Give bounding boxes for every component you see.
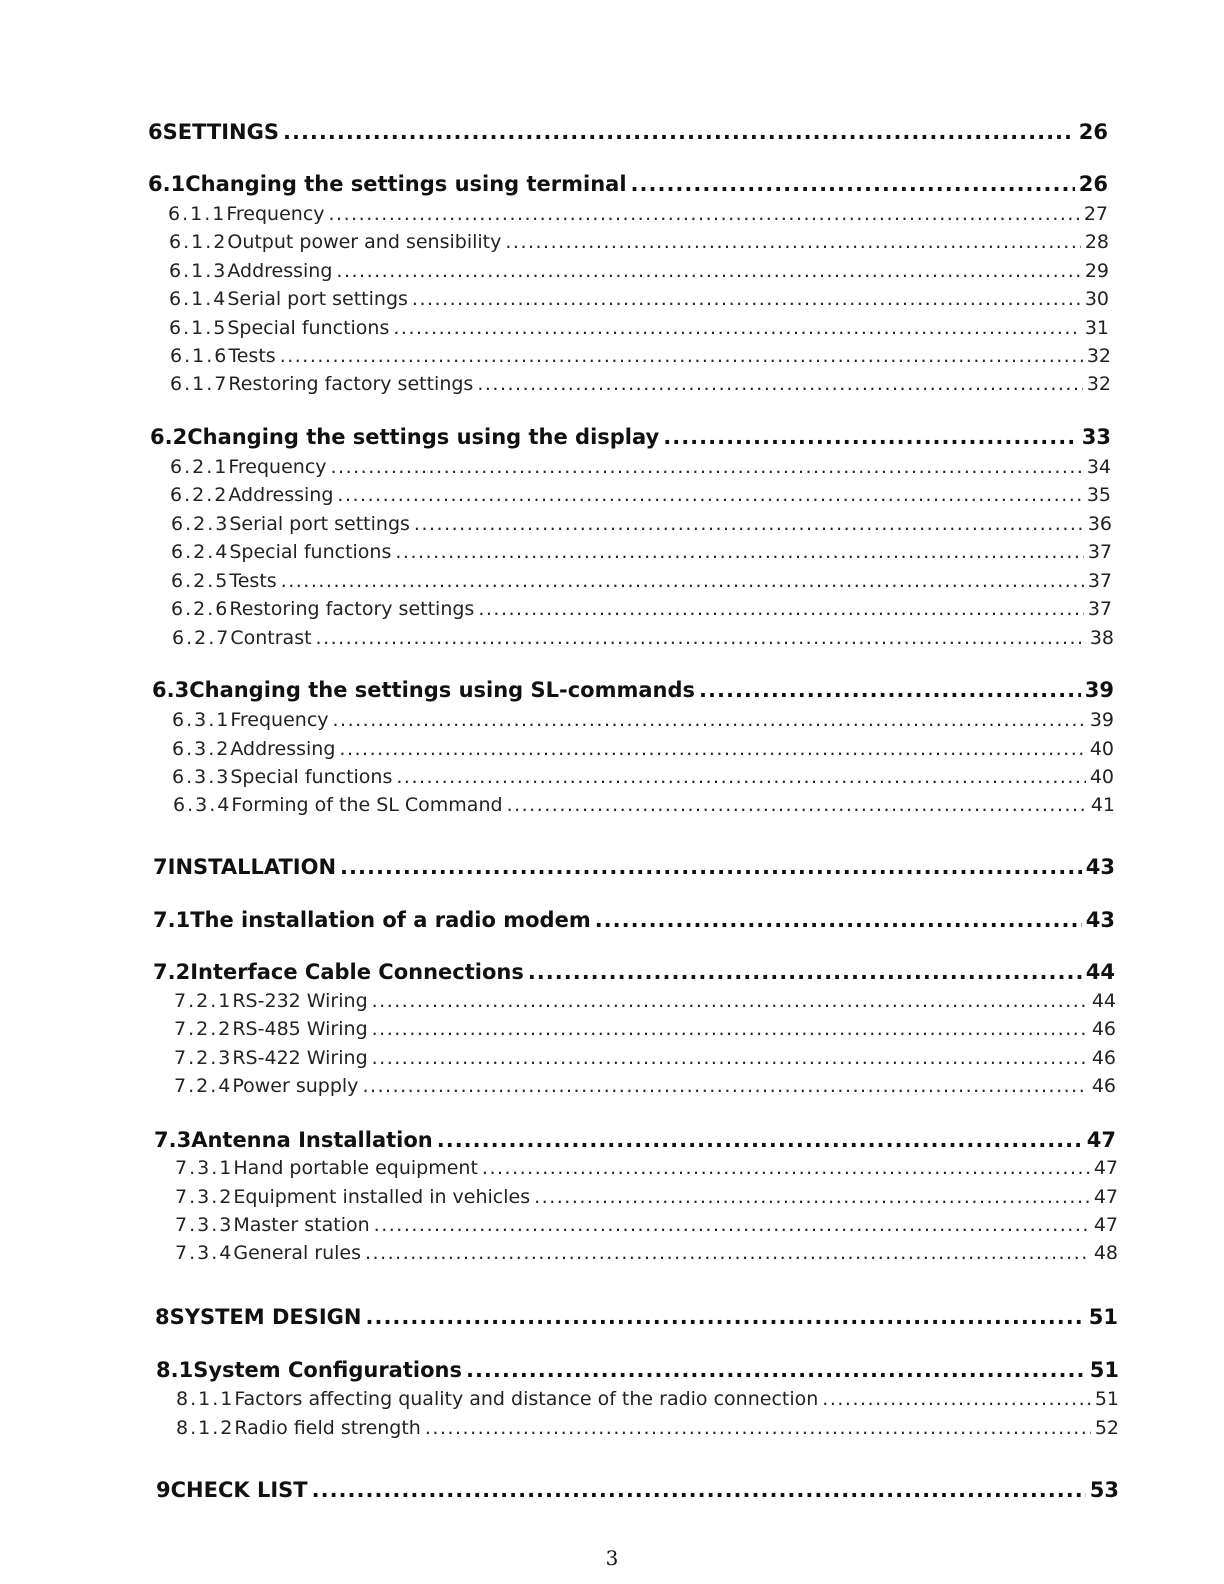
dot-leader [478,598,1083,620]
toc-number: 6.2 [150,425,188,449]
dot-leader [534,1186,1090,1208]
toc-title: Power supply [232,1075,359,1097]
toc-number: 7.3.1 [175,1157,234,1179]
dot-leader [822,1388,1091,1410]
toc-page-number: 37 [1087,570,1112,592]
toc-page-number: 41 [1090,794,1115,816]
toc-number: 7.2.4 [174,1075,233,1097]
dot-leader [372,990,1088,1012]
toc-subsection-entry[interactable] [152,627,1114,649]
toc-number: 6.2.2 [170,484,229,506]
toc-title: Changing the settings using terminal [185,172,627,196]
toc-subsection-entry[interactable] [154,990,1116,1012]
toc-page-number: 40 [1089,766,1114,788]
toc-number: 8.1 [156,1358,194,1382]
toc-subsection-entry[interactable] [151,541,1112,563]
toc-number: 7 [153,855,168,879]
toc-number: 7.1 [153,908,191,932]
toc-subsection-entry[interactable] [152,738,1114,760]
toc-title: Serial port settings [227,288,408,310]
toc-title: Frequency [226,203,325,225]
toc-section-entry[interactable] [152,678,1114,702]
toc-subsection-entry[interactable] [155,1214,1118,1236]
toc-title: Changing the settings using the display [187,425,660,449]
toc-title: Hand portable equipment [233,1157,478,1179]
toc-subsection-entry[interactable] [155,1242,1118,1264]
toc-page-number: 27 [1083,203,1108,225]
toc-number: 8 [155,1305,170,1329]
toc-title: INSTALLATION [167,855,337,879]
toc-page-number: 37 [1087,598,1112,620]
toc-page-number: 31 [1084,317,1109,339]
toc-subsection-entry[interactable] [155,1157,1118,1179]
dot-leader [312,1478,1086,1502]
toc-page-number: 34 [1086,456,1111,478]
dot-leader [482,1157,1090,1179]
toc-page-number: 33 [1081,425,1111,449]
toc-number: 7.3.4 [175,1242,234,1264]
toc-page-number: 38 [1089,627,1114,649]
dot-leader [372,1018,1088,1040]
toc-section-entry[interactable] [154,1128,1116,1152]
dot-leader [412,288,1081,310]
dot-leader [663,425,1078,449]
toc-title: SETTINGS [162,120,279,144]
dot-leader [505,231,1080,253]
toc-title: Serial port settings [229,513,410,535]
dot-leader [395,541,1083,563]
toc-section-entry[interactable] [148,172,1108,196]
dot-leader [372,1047,1088,1069]
dot-leader [362,1075,1087,1097]
toc-title: RS-422 Wiring [232,1047,368,1069]
toc-number: 6.3.1 [172,709,231,731]
toc-subsection-entry[interactable] [149,288,1109,310]
toc-title: Addressing [228,484,334,506]
toc-subsection-entry[interactable] [149,231,1109,253]
dot-leader [528,960,1082,984]
toc-page-number: 28 [1084,231,1109,253]
toc-title: Equipment installed in vehicles [233,1186,531,1208]
toc-title: Addressing [230,738,336,760]
toc-title: System Configurations [193,1358,462,1382]
toc-page-number: 29 [1084,260,1109,282]
toc-number: 7.3.2 [175,1186,234,1208]
toc-number: 6.1.4 [169,288,228,310]
toc-page-number: 47 [1093,1186,1118,1208]
toc-subsection-entry[interactable] [154,1047,1116,1069]
toc-title: General rules [233,1242,361,1264]
dot-leader [331,456,1083,478]
dot-leader [340,855,1082,879]
toc-subsection-entry[interactable] [151,598,1112,620]
toc-subsection-entry[interactable] [150,345,1111,367]
toc-subsection-entry[interactable] [148,203,1108,225]
toc-chapter-entry[interactable] [148,120,1108,144]
toc-subsection-entry[interactable] [152,709,1114,731]
toc-title: Frequency [230,709,329,731]
dot-leader [339,738,1085,760]
toc-subsection-entry[interactable] [150,373,1111,395]
toc-page-number: 48 [1093,1242,1118,1264]
toc-subsection-entry[interactable] [152,766,1114,788]
dot-leader [281,570,1084,592]
dot-leader [329,203,1080,225]
toc-number: 6.2.3 [171,513,230,535]
page-number: 3 [605,1546,619,1570]
toc-number: 6.2.6 [171,598,230,620]
toc-number: 6.1.5 [169,317,228,339]
toc-section-entry[interactable] [153,908,1115,932]
toc-title: Special functions [230,766,393,788]
dot-leader [477,373,1082,395]
toc-number: 6.3 [152,678,190,702]
toc-number: 7.2.3 [174,1047,233,1069]
toc-title: Forming of the SL Command [231,794,503,816]
toc-page-number: 43 [1085,855,1115,879]
dot-leader [283,120,1075,144]
toc-title: The installation of a radio modem [190,908,591,932]
toc-title: Changing the settings using SL-commands [189,678,696,702]
toc-number: 6 [148,120,163,144]
dot-leader [280,345,1083,367]
toc-page-number: 44 [1091,990,1116,1012]
dot-leader [414,513,1084,535]
toc-number: 7.3.3 [175,1214,234,1236]
toc-page-number: 37 [1087,541,1112,563]
toc-chapter-entry[interactable] [155,1305,1118,1329]
toc-page-number: 51 [1088,1305,1118,1329]
dot-leader [595,908,1082,932]
dot-leader [333,709,1086,731]
toc-number: 6.3.4 [173,794,232,816]
toc-chapter-entry[interactable] [153,855,1115,879]
toc-title: Restoring factory settings [228,373,474,395]
toc-page-number: 44 [1085,960,1115,984]
toc-number: 7.3 [154,1128,192,1152]
toc-title: RS-232 Wiring [232,990,368,1012]
toc-page-number: 35 [1086,484,1111,506]
toc-title: Interface Cable Connections [190,960,524,984]
toc-subsection-entry[interactable] [149,317,1109,339]
toc-chapter-entry[interactable] [156,1478,1119,1502]
toc-number: 6.1.1 [168,203,227,225]
toc-page-number: 46 [1091,1047,1116,1069]
toc-subsection-entry[interactable] [150,484,1111,506]
toc-subsection-entry[interactable] [150,456,1111,478]
toc-title: Addressing [227,260,333,282]
toc-subsection-entry[interactable] [149,260,1109,282]
toc-number: 6.1.3 [169,260,228,282]
toc-number: 6.3.3 [172,766,231,788]
toc-subsection-entry[interactable] [156,1388,1119,1410]
toc-section-entry[interactable] [150,425,1111,449]
toc-title: Tests [229,570,277,592]
toc-page-number: 47 [1093,1157,1118,1179]
toc-page-number: 47 [1086,1128,1116,1152]
toc-title: SYSTEM DESIGN [169,1305,362,1329]
toc-title: Output power and sensibility [227,231,502,253]
toc-number: 8.1.2 [176,1417,235,1439]
toc-subsection-entry[interactable] [154,1075,1116,1097]
toc-title: Radio field strength [234,1417,421,1439]
toc-title: CHECK LIST [170,1478,308,1502]
toc-title: Special functions [227,317,390,339]
toc-number: 7.2.2 [174,1018,233,1040]
dot-leader [365,1242,1090,1264]
toc-number: 6.2.5 [171,570,230,592]
toc-title: Special functions [229,541,392,563]
toc-number: 6.1 [148,172,186,196]
toc-title: Tests [228,345,276,367]
toc-number: 7.2 [153,960,191,984]
toc-number: 6.1.2 [169,231,228,253]
toc-subsection-entry[interactable] [151,570,1112,592]
dot-leader [631,172,1075,196]
toc-title: Master station [233,1214,370,1236]
toc-page-number: 39 [1084,678,1114,702]
toc-page-number: 52 [1094,1417,1119,1439]
toc-page-number: 46 [1091,1018,1116,1040]
dot-leader [507,794,1087,816]
toc-number: 8.1.1 [176,1388,235,1410]
toc-section-entry[interactable] [153,960,1115,984]
dot-leader [396,766,1085,788]
toc-number: 6.2.4 [171,541,230,563]
dot-leader [466,1358,1086,1382]
toc-page-number: 32 [1086,345,1111,367]
toc-number: 9 [156,1478,171,1502]
toc-page-number: 39 [1089,709,1114,731]
toc-section-entry[interactable] [156,1358,1119,1382]
toc-title: Antenna Installation [191,1128,433,1152]
toc-page-number: 32 [1086,373,1111,395]
dot-leader [316,627,1086,649]
toc-page-number: 40 [1089,738,1114,760]
dot-leader [374,1214,1090,1236]
toc-title: RS-485 Wiring [232,1018,368,1040]
dot-leader [699,678,1081,702]
toc-number: 7.2.1 [174,990,233,1012]
toc-page-number: 47 [1093,1214,1118,1236]
toc-page-number: 36 [1087,513,1112,535]
toc-number: 6.3.2 [172,738,231,760]
toc-number: 6.1.6 [170,345,229,367]
dot-leader [393,317,1080,339]
dot-leader [366,1305,1085,1329]
toc-number: 6.2.7 [172,627,231,649]
toc-title: Frequency [228,456,327,478]
toc-page-number: 30 [1084,288,1109,310]
toc-subsection-entry[interactable] [155,1186,1118,1208]
toc-title: Restoring factory settings [229,598,475,620]
toc-page-number: 53 [1089,1478,1119,1502]
toc-page-number: 43 [1085,908,1115,932]
toc-page-number: 46 [1091,1075,1116,1097]
dot-leader [337,484,1082,506]
toc-page-number: 51 [1089,1358,1119,1382]
dot-leader [437,1128,1083,1152]
toc-subsection-entry[interactable] [154,1018,1116,1040]
toc-subsection-entry[interactable] [153,794,1115,816]
toc-subsection-entry[interactable] [156,1417,1119,1439]
toc-title: Factors affecting quality and distance of the radio connection [234,1388,819,1410]
toc-title: Contrast [230,627,312,649]
toc-subsection-entry[interactable] [151,513,1112,535]
toc-page-number: 51 [1094,1388,1119,1410]
toc-page-number: 26 [1078,120,1108,144]
dot-leader [336,260,1080,282]
toc-number: 6.1.7 [170,373,229,395]
toc-number: 6.2.1 [170,456,229,478]
toc-page-number: 26 [1078,172,1108,196]
dot-leader [425,1417,1091,1439]
